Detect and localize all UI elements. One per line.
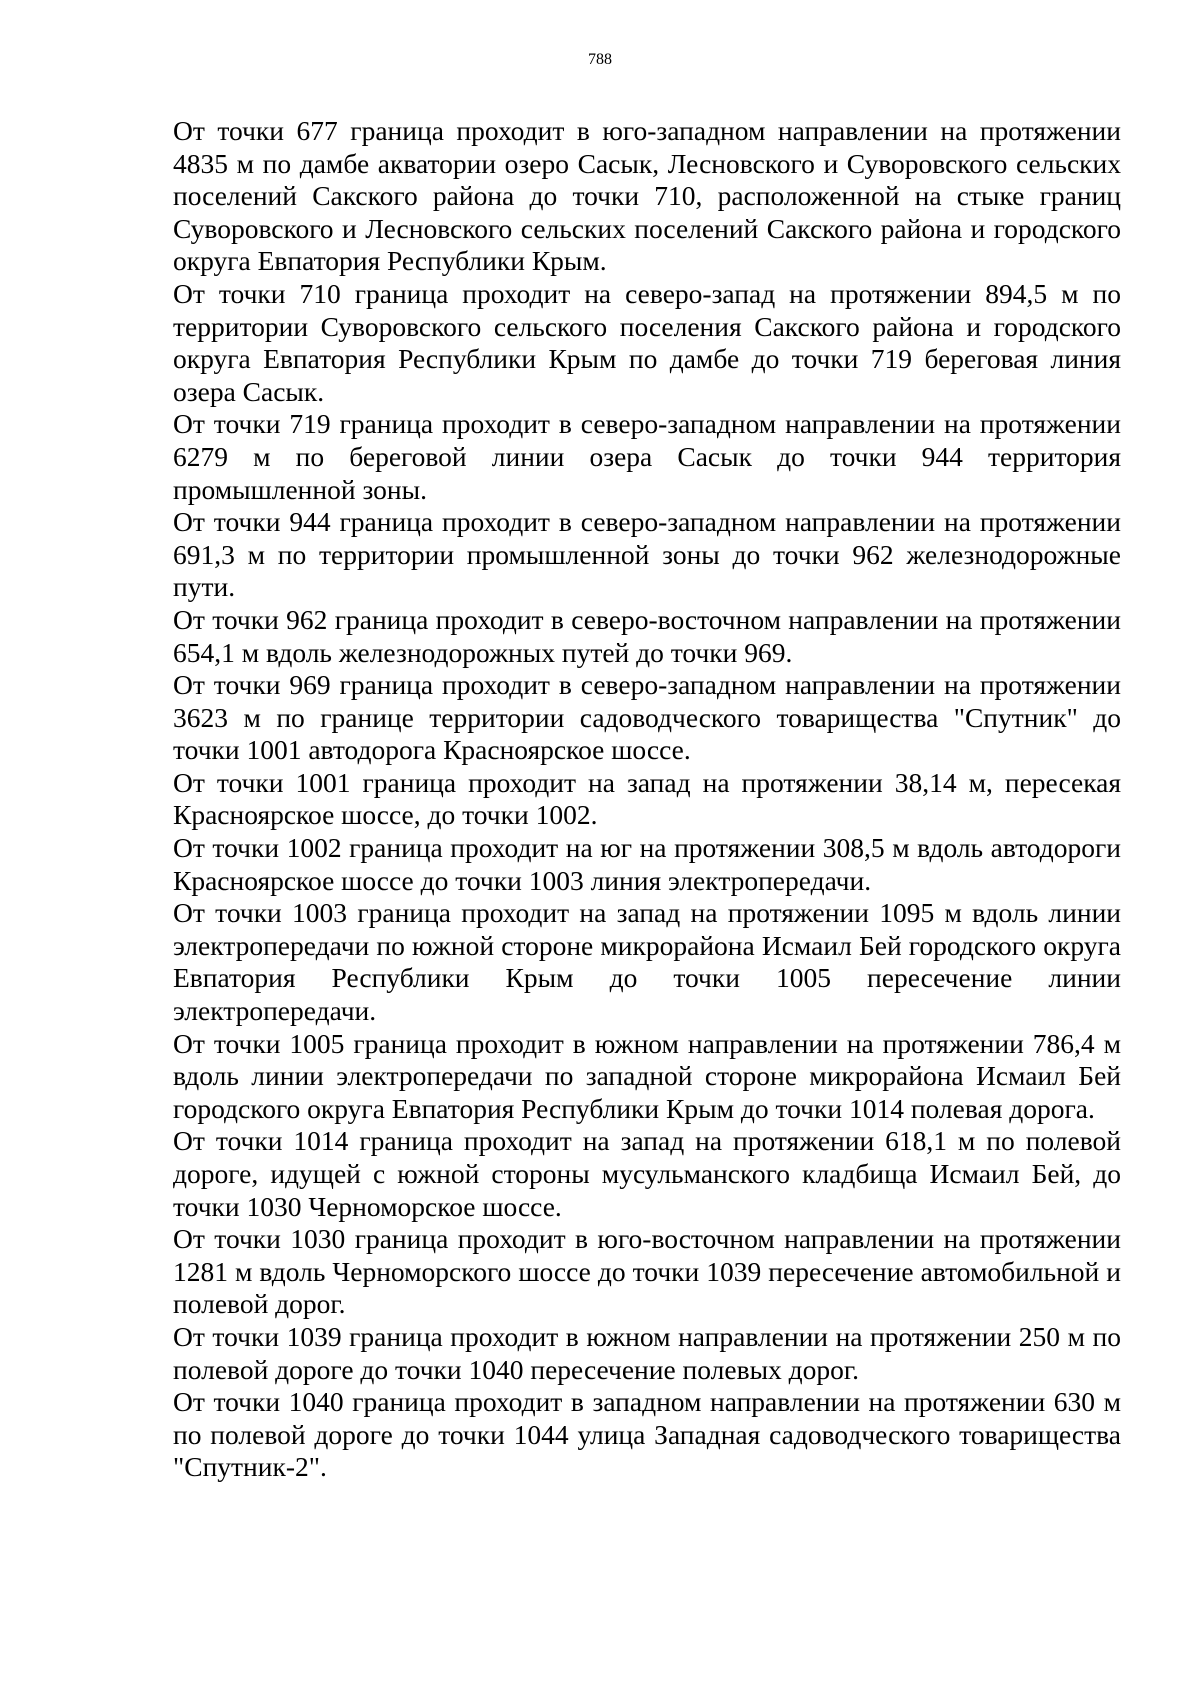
- paragraph: От точки 1040 граница проходит в западном направлении на протяжении 630 м по полевой дороге до точки 1044 улица Западная садоводческого товарищества "Спутник-2".: [173, 1386, 1121, 1483]
- paragraph: От точки 1030 граница проходит в юго-восточном направлении на протяжении 1281 м вдоль Черноморского шоссе до точки 1039 пересечение автомобильной и полевой дорог.: [173, 1223, 1121, 1320]
- paragraph: От точки 962 граница проходит в северо-восточном направлении на протяжении 654,1 м вдоль железнодорожных путей до точки 969.: [173, 603, 1121, 668]
- document-body: [173, 115, 1121, 1484]
- paragraph: От точки 1014 граница проходит на запад на протяжении 618,1 м по полевой дороге, идущей с южной стороны мусульманского кладбища Исмаил Бей, до точки 1030 Черноморское шоссе.: [173, 1125, 1121, 1222]
- paragraph: От точки 1001 граница проходит на запад на протяжении 38,14 м, пересекая Красноярское шоссе, до точки 1002.: [173, 766, 1121, 831]
- paragraph: От точки 1003 граница проходит на запад на протяжении 1095 м вдоль линии электропередачи по южной стороне микрорайона Исмаил Бей городского округа Евпатория Республики Крым до точки 1005 пересечение линии электропередачи.: [173, 897, 1121, 1027]
- paragraph: От точки 719 граница проходит в северо-западном направлении на протяжении 6279 м по береговой линии озера Сасык до точки 944 территория промышленной зоны.: [173, 408, 1121, 505]
- paragraph: От точки 1002 граница проходит на юг на протяжении 308,5 м вдоль автодороги Красноярское шоссе до точки 1003 линия электропередачи.: [173, 832, 1121, 896]
- paragraph: От точки 969 граница проходит в северо-западном направлении на протяжении 3623 м по границе территории садоводческого товарищества "Спутник" до точки 1001 автодорога Красноярское шоссе.: [173, 669, 1121, 766]
- paragraph: От точки 677 граница проходит в юго-западном направлении на протяжении 4835 м по дамбе акватории озеро Сасык, Лесновского и Суворовского сельских поселений Сакского района до точки 710, расположенной на стыке границ Суворовского и Лесновского сельских поселений Сакского района и городского округа Евпатория Республики Крым.: [173, 115, 1121, 277]
- page-number: 788: [588, 51, 612, 68]
- paragraph: От точки 710 граница проходит на северо-запад на протяжении 894,5 м по территории Суворовского сельского поселения Сакского района и городского округа Евпатория Республики Крым по дамбе до точки 719 береговая линия озера Сасык.: [173, 277, 1121, 407]
- paragraph: От точки 944 граница проходит в северо-западном направлении на протяжении 691,3 м по территории промышленной зоны до точки 962 железнодорожные пути.: [173, 506, 1121, 603]
- paragraph: От точки 1005 граница проходит в южном направлении на протяжении 786,4 м вдоль линии электропередачи по западной стороне микрорайона Исмаил Бей городского округа Евпатория Республики Крым до точки 1014 полевая дорога.: [173, 1027, 1121, 1124]
- paragraph: От точки 1039 граница проходит в южном направлении на протяжении 250 м по полевой дороге до точки 1040 пересечение полевых дорог.: [173, 1320, 1121, 1385]
